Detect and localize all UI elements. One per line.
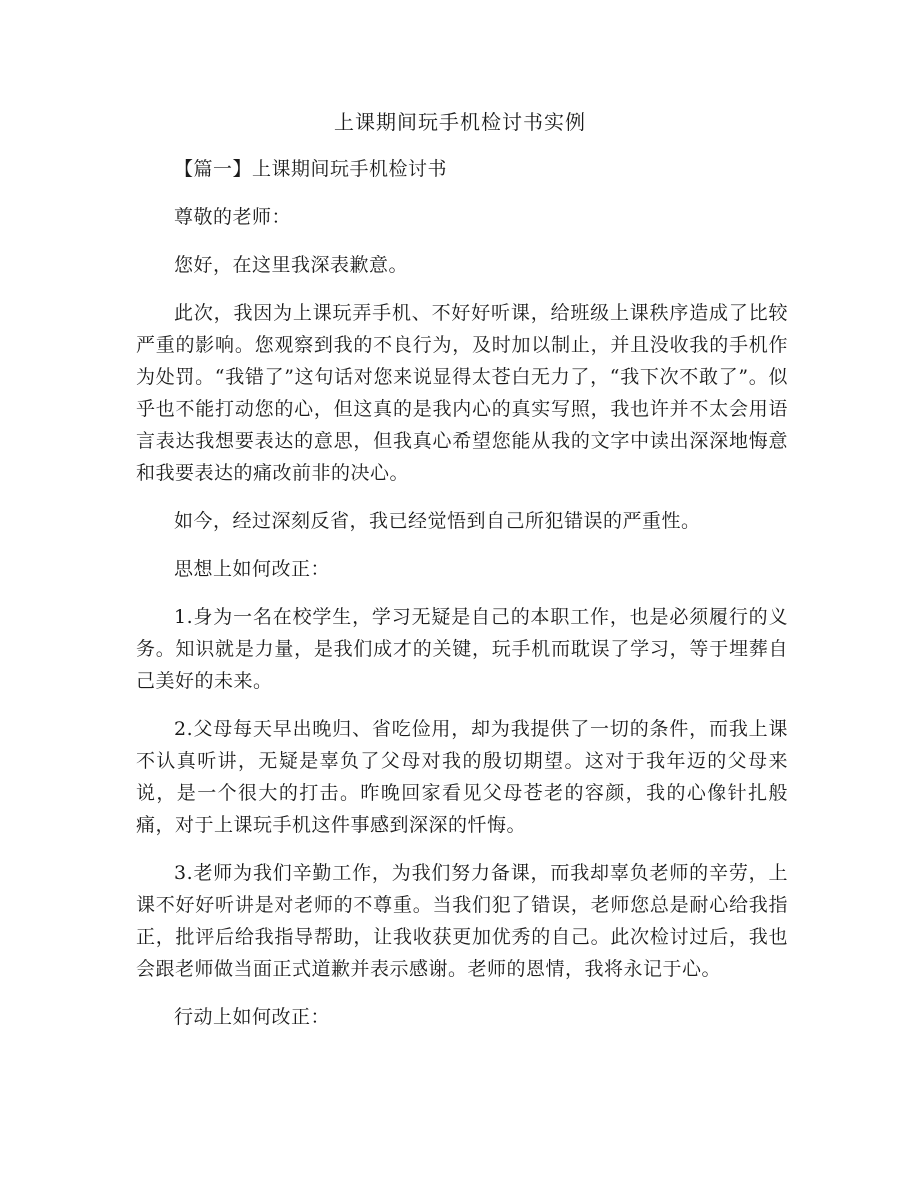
paragraph-point-2: 2.父母每天早出晚归、省吃俭用，却为我提供了一切的条件，而我上课不认真听讲，无疑是辜负了父母对我的殷切期望。这对于我年迈的父母来说，是一个很大的打击。昨晚回家看见父母苍老的容颜，我的心像针扎般痛，对于上课玩手机这件事感到深深的忏悔。 — [136, 718, 788, 836]
paragraph-reflection: 如今，经过深刻反省，我已经觉悟到自己所犯错误的严重性。 — [174, 510, 701, 532]
paragraph-point-3: 3.老师为我们辛勤工作，为我们努力备课，而我却辜负老师的辛劳，上课不好好听讲是对老师的不尊重。当我们犯了错误，老师您总是耐心给我指正，批评后给我指导帮助，让我收获更加优秀的自己。此次检讨过后，我也会跟老师做当面正式道歉并表示感谢。老师的恩情，我将永记于心。 — [136, 862, 788, 980]
salutation: 尊敬的老师： — [174, 206, 292, 228]
subheading-thought: 思想上如何改正： — [174, 558, 331, 580]
document-title: 上课期间玩手机检讨书实例 — [334, 110, 586, 134]
subheading-action: 行动上如何改正： — [174, 1006, 331, 1028]
document-body — [136, 153, 788, 1049]
paragraph-point-1: 1.身为一名在校学生，学习无疑是自己的本职工作，也是必须履行的义务。知识就是力量，是我们成才的关键，玩手机而耽误了学习，等于埋葬自己美好的未来。 — [136, 606, 788, 692]
section-heading: 【篇一】上课期间玩手机检讨书 — [174, 158, 448, 180]
greeting-paragraph: 您好，在这里我深表歉意。 — [174, 254, 409, 276]
paragraph-incident: 此次，我因为上课玩弄手机、不好好听课，给班级上课秩序造成了比较严重的影响。您观察到我的不良行为，及时加以制止，并且没收我的手机作为处罚。“我错了”这句话对您来说显得太苍白无力了，“我下次不敢了”。似乎也不能打动您的心，但这真的是我内心的真实写照，我也许并不太会用语言表达我想要表达的意思，但我真心希望您能从我的文字中读出深深地悔意和我要表达的痛改前非的决心。 — [136, 302, 788, 484]
